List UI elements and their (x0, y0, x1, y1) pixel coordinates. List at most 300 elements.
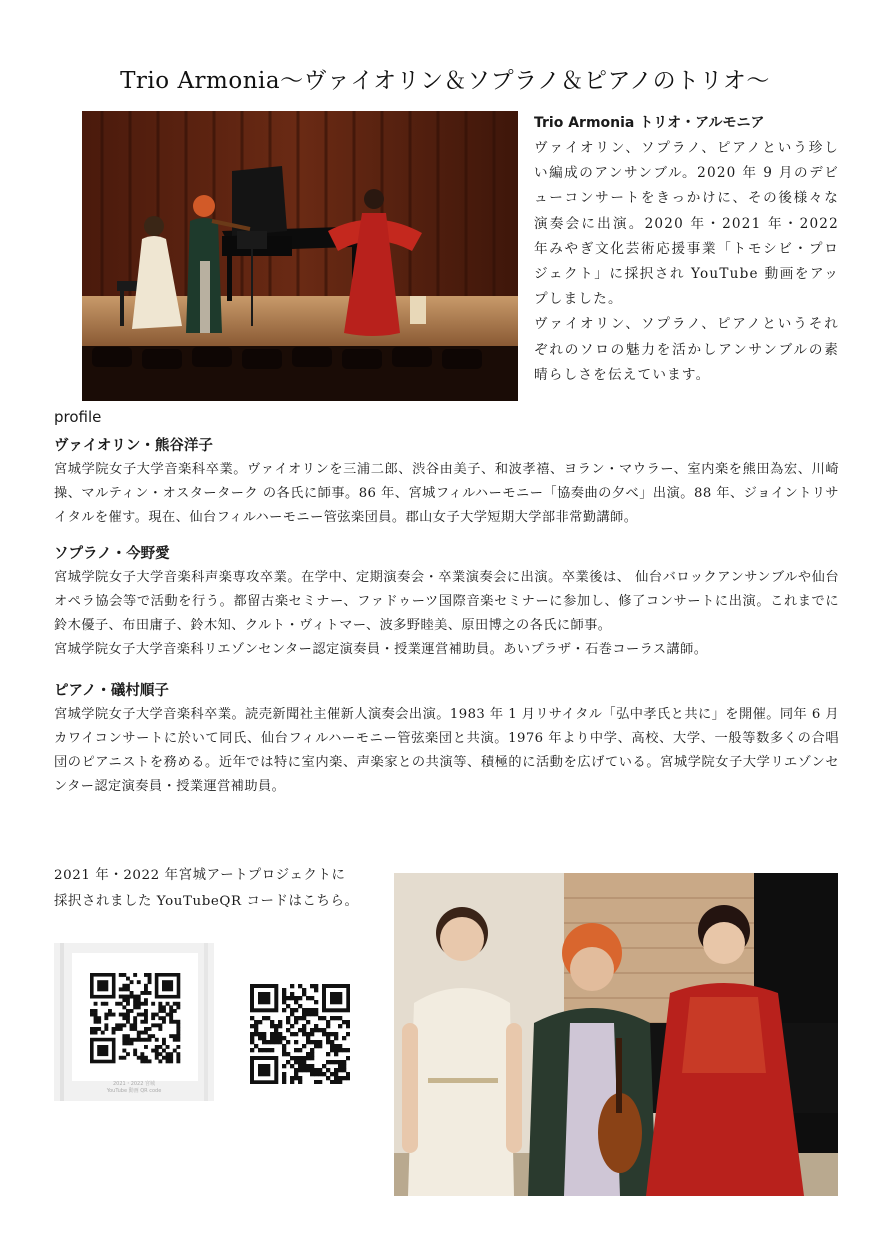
qr-module (140, 1038, 144, 1042)
qr-module (122, 998, 126, 1002)
qr-module (97, 1016, 101, 1020)
qr-module (322, 1016, 326, 1020)
qr-module (176, 1020, 180, 1024)
qr-module (122, 973, 126, 977)
qr-module (274, 1032, 278, 1036)
qr-module (126, 977, 130, 981)
qr-module (314, 1012, 318, 1016)
qr-module (122, 1023, 126, 1027)
qr-module (294, 1016, 298, 1020)
qr-module (169, 1052, 173, 1056)
qr-module (290, 1056, 294, 1060)
qr-module (130, 1038, 134, 1042)
qr-module (112, 1031, 116, 1035)
qr-module (126, 1041, 130, 1045)
qr-module (144, 1031, 148, 1035)
qr-module (108, 1009, 112, 1013)
qr-module (140, 991, 144, 995)
qr-module (250, 1032, 254, 1036)
qr-module (250, 1048, 254, 1052)
qr-module (290, 1024, 294, 1028)
qr-module (318, 1040, 322, 1044)
qr-module (282, 1052, 286, 1056)
qr-module (148, 1027, 152, 1031)
concert-photo (82, 111, 518, 401)
qr-module (144, 1027, 148, 1031)
qr-module (162, 1049, 166, 1053)
qr-module (130, 1041, 134, 1045)
qr-module (176, 1005, 180, 1009)
qr-module (322, 1064, 326, 1068)
qr-module (314, 1000, 318, 1004)
qr-module (306, 1036, 310, 1040)
qr-module (338, 1024, 342, 1028)
qr-module (119, 1002, 123, 1006)
qr-module (137, 1031, 141, 1035)
qr-module (101, 1031, 105, 1035)
qr-module (148, 1034, 152, 1038)
qr-module (346, 1020, 350, 1024)
qr-module (173, 1038, 177, 1042)
qr-module (144, 1020, 148, 1024)
qr-note-line: 採択されました YouTubeQR コードはこちら。 (54, 894, 359, 909)
qr-module (133, 995, 137, 999)
qr-module (115, 1027, 119, 1031)
qr-code[interactable] (250, 984, 350, 1084)
qr-module (151, 1023, 155, 1027)
qr-module (101, 1002, 105, 1006)
qr-module (90, 1013, 94, 1017)
qr-module (346, 1056, 350, 1060)
qr-module (144, 1038, 148, 1042)
qr-module (155, 1056, 159, 1060)
qr-module (148, 1038, 152, 1042)
qr-module (302, 1060, 306, 1064)
qr-module (262, 1040, 266, 1044)
qr-module (290, 1080, 294, 1084)
qr-module (176, 1023, 180, 1027)
qr-module (346, 1076, 350, 1080)
qr-module (173, 1002, 177, 1006)
qr-module (302, 1068, 306, 1072)
qr-module (330, 1080, 334, 1084)
qr-module (278, 1040, 282, 1044)
qr-module (302, 988, 306, 992)
qr-module (298, 1016, 302, 1020)
qr-module (173, 1020, 177, 1024)
qr-module (173, 1009, 177, 1013)
qr-module (286, 1004, 290, 1008)
qr-module (166, 1013, 170, 1017)
qr-module (326, 1068, 330, 1072)
qr-module (318, 1072, 322, 1076)
qr-module (310, 1028, 314, 1032)
qr-module (140, 1020, 144, 1024)
qr-module (176, 1027, 180, 1031)
qr-module (137, 1013, 141, 1017)
qr-module (298, 1064, 302, 1068)
qr-module (282, 1064, 286, 1068)
qr-module (334, 1080, 338, 1084)
qr-module (338, 1076, 342, 1080)
qr-module (162, 1020, 166, 1024)
qr-module (318, 1016, 322, 1020)
qr-module (94, 1027, 98, 1031)
qr-module (166, 1045, 170, 1049)
qr-module (282, 992, 286, 996)
qr-module (97, 1045, 108, 1056)
qr-module (144, 1045, 148, 1049)
qr-module (254, 1020, 258, 1024)
qr-module (137, 980, 141, 984)
qr-module (104, 1027, 108, 1031)
qr-module (144, 1002, 148, 1006)
qr-module (270, 1036, 274, 1040)
qr-module (262, 1016, 266, 1020)
qr-module (173, 1049, 177, 1053)
qr-module (144, 1059, 148, 1063)
qr-module (298, 1048, 302, 1052)
qr-module (306, 1056, 310, 1060)
qr-module (122, 1056, 126, 1060)
qr-module (137, 998, 141, 1002)
qr-module (326, 1020, 330, 1024)
qr-module (166, 1059, 170, 1063)
qr-module (148, 980, 152, 984)
qr-module (112, 1027, 116, 1031)
qr-module (290, 992, 294, 996)
qr-module (290, 1008, 294, 1012)
member-bio-paragraph: 宮城学院女子大学音楽科リエゾンセンター認定演奏員・授業運営補助員。あいプラザ・石巻コーラス講師。 (54, 642, 708, 657)
qr-module (162, 1005, 166, 1009)
qr-module (254, 1032, 258, 1036)
qr-module (158, 1045, 162, 1049)
qr-module (338, 1044, 342, 1048)
qr-module (137, 1005, 141, 1009)
qr-module (298, 1076, 302, 1080)
qr-card-caption-line: 2021・2022 宮城 (112, 1081, 156, 1087)
qr-module (290, 1032, 294, 1036)
qr-module (162, 1009, 166, 1013)
qr-module (330, 1040, 334, 1044)
qr-module (306, 1012, 310, 1016)
qr-module (326, 1060, 330, 1064)
qr-module (330, 1060, 334, 1064)
qr-module (342, 1060, 346, 1064)
qr-module (310, 1008, 314, 1012)
qr-module (278, 1032, 282, 1036)
qr-module (294, 1040, 298, 1044)
qr-module (290, 996, 294, 1000)
qr-module (130, 1023, 134, 1027)
qr-module (169, 1013, 173, 1017)
qr-module (342, 1020, 346, 1024)
qr-module (262, 1048, 266, 1052)
qr-module (122, 984, 126, 988)
member-bio-violin (54, 458, 839, 530)
qr-module (122, 1005, 126, 1009)
qr-module (133, 1052, 137, 1056)
qr-module (144, 984, 148, 988)
qr-module (262, 1036, 266, 1040)
qr-module (137, 995, 141, 999)
qr-module (133, 1027, 137, 1031)
qr-module (119, 973, 123, 977)
qr-module (250, 1016, 254, 1020)
qr-module (258, 1032, 262, 1036)
qr-module (158, 1005, 162, 1009)
qr-module (119, 995, 123, 999)
qr-module (119, 987, 123, 991)
member-bio-piano (54, 703, 839, 799)
group-photo (394, 873, 838, 1196)
qr-module (346, 1032, 350, 1036)
qr-module (294, 1076, 298, 1080)
member-name-violin: ヴァイオリン・熊谷洋子 (54, 438, 213, 454)
qr-module (169, 1059, 173, 1063)
qr-module (166, 1002, 170, 1006)
qr-module (298, 1056, 302, 1060)
qr-module (310, 1032, 314, 1036)
qr-module (282, 1080, 286, 1084)
qr-code-icon[interactable] (250, 984, 350, 1084)
qr-module (151, 1016, 155, 1020)
qr-module (130, 980, 134, 984)
qr-module (133, 1020, 137, 1024)
member-bio-paragraph: 宮城学院女子大学音楽科声楽専攻卒業。在学中、定期演奏会・卒業演奏会に出演。卒業後は、 仙台バロックアンサンブルや仙台オペラ協会等で活動を行う。都留古楽セミナー、ファドゥーツ国際音楽セミナーに参加し、修了コンサートに出演。これまでに鈴木優子、布田庸子、鈴木知、クルト・ヴィトマー、波多野睦美、原田博之の各氏に師事。 (54, 570, 839, 633)
qr-module (310, 1056, 314, 1060)
qr-module (166, 1052, 170, 1056)
qr-module (342, 1064, 346, 1068)
qr-module (306, 1064, 310, 1068)
qr-module (346, 1072, 350, 1076)
qr-module (130, 995, 134, 999)
qr-module (97, 1020, 101, 1024)
qr-module (330, 992, 342, 1004)
qr-module (306, 1008, 310, 1012)
qr-module (250, 1040, 254, 1044)
qr-module (133, 1005, 137, 1009)
qr-module (306, 996, 310, 1000)
qr-module (169, 1020, 173, 1024)
qr-module (278, 1036, 282, 1040)
qr-module (115, 1002, 119, 1006)
qr-module (310, 1064, 314, 1068)
qr-module (144, 991, 148, 995)
member-name-piano: ピアノ・礒村順子 (54, 683, 169, 699)
qr-module (294, 1072, 298, 1076)
qr-module (151, 1002, 155, 1006)
qr-module (330, 1016, 334, 1020)
qr-module (326, 1036, 330, 1040)
qr-module (334, 1048, 338, 1052)
qr-module (282, 1044, 286, 1048)
qr-module (158, 1016, 162, 1020)
member-name-soprano: ソプラノ・今野愛 (54, 546, 170, 562)
qr-module (314, 1008, 318, 1012)
qr-module (151, 1049, 155, 1053)
qr-module (258, 1036, 262, 1040)
qr-module (140, 1059, 144, 1063)
qr-module (286, 1040, 290, 1044)
qr-module (137, 1002, 141, 1006)
qr-module (158, 1002, 162, 1006)
qr-module (302, 992, 306, 996)
qr-module (302, 1012, 306, 1016)
qr-module (130, 1027, 134, 1031)
qr-module (122, 1041, 126, 1045)
qr-module (254, 1028, 258, 1032)
qr-module (334, 1036, 338, 1040)
qr-module (270, 1040, 274, 1044)
qr-module (282, 1072, 286, 1076)
qr-module (126, 1038, 130, 1042)
qr-module (290, 1076, 294, 1080)
intro-paragraph: ヴァイオリン、ソプラノ、ピアノという珍しい編成のアンサンブル。2020 年 9 月のデビューコンサートをきっかけに、その後様々な演奏会に出演。2020 年・2021 年・2022 年みやぎ文化芸術応援事業「トモシビ・プロジェクト」に採択され YouTube 動画をアップしました。 (534, 140, 839, 308)
qr-module (155, 1052, 159, 1056)
qr-module (137, 1038, 141, 1042)
qr-module (104, 1013, 108, 1017)
qr-module (318, 1028, 322, 1032)
qr-module (338, 1060, 342, 1064)
qr-module (176, 1045, 180, 1049)
qr-module (282, 1048, 286, 1052)
qr-module (310, 1040, 314, 1044)
qr-module (270, 1032, 274, 1036)
qr-module (306, 1032, 310, 1036)
qr-module (258, 1020, 262, 1024)
qr-module (314, 1028, 318, 1032)
qr-module (318, 1080, 322, 1084)
qr-module (338, 1080, 342, 1084)
qr-module (122, 1049, 126, 1053)
qr-module (330, 1044, 334, 1048)
qr-module (258, 1064, 270, 1076)
qr-module (176, 1056, 180, 1060)
qr-module (298, 984, 302, 988)
qr-module (126, 1052, 130, 1056)
qr-module (326, 1040, 330, 1044)
qr-module (94, 1031, 98, 1035)
intro-body (534, 136, 839, 388)
qr-module (310, 984, 314, 988)
qr-module (126, 987, 130, 991)
qr-card-caption-line: YouTube 動画 QR code (106, 1088, 162, 1094)
qr-module (286, 1016, 290, 1020)
member-bio-paragraph: 宮城学院女子大学音楽科卒業。ヴァイオリンを三浦二郎、渋谷由美子、和波孝禧、ヨラン・マウラー、室内楽を熊田為宏、川崎操、マルティン・オスターターク の各氏に師事。86 年、宮城フィルハーモニー「協奏曲の夕べ」出演。88 年、ジョイントリサイタルを催す。現在、仙台フィルハーモニー管弦楽団員。郡山女子大学短期大学部非常勤講師。 (54, 462, 839, 525)
qr-module (314, 984, 318, 988)
qr-module (122, 1034, 126, 1038)
qr-module (126, 998, 130, 1002)
qr-module (254, 1044, 258, 1048)
qr-module (294, 1048, 298, 1052)
qr-module (314, 1044, 318, 1048)
qr-module (176, 1059, 180, 1063)
qr-module (173, 1034, 177, 1038)
qr-module (122, 987, 126, 991)
qr-module (162, 980, 173, 991)
qr-module (104, 1002, 108, 1006)
qr-module (310, 1068, 314, 1072)
qr-module (294, 1056, 298, 1060)
qr-module (314, 988, 318, 992)
qr-module (258, 1048, 262, 1052)
qr-module (162, 1038, 166, 1042)
qr-module (90, 1009, 94, 1013)
qr-module (137, 1034, 141, 1038)
qr-module (294, 1008, 298, 1012)
qr-module (282, 996, 286, 1000)
qr-module (278, 1020, 282, 1024)
qr-module (155, 1038, 159, 1042)
intro-paragraph: ヴァイオリン、ソプラノ、ピアノというそれぞれのソロの魅力を活かしアンサンブルの素晴らしさを伝えています。 (534, 316, 839, 383)
qr-module (282, 1000, 286, 1004)
qr-module (286, 1028, 290, 1032)
qr-module (298, 1004, 302, 1008)
qr-module (274, 1036, 278, 1040)
qr-card (54, 943, 214, 1101)
qr-module (122, 1038, 126, 1042)
qr-module (155, 1049, 159, 1053)
qr-module (169, 1016, 173, 1020)
qr-module (144, 1013, 148, 1017)
qr-module (126, 1002, 130, 1006)
qr-module (169, 1009, 173, 1013)
qr-card-illustration (54, 943, 214, 1101)
qr-module (298, 1060, 302, 1064)
concert-photo-illustration (82, 111, 518, 401)
qr-module (119, 1056, 123, 1060)
qr-module (94, 1013, 98, 1017)
qr-module (306, 1020, 310, 1024)
qr-module (122, 1016, 126, 1020)
qr-module (144, 973, 148, 977)
qr-module (314, 1024, 318, 1028)
qr-module (274, 1028, 278, 1032)
qr-module (176, 1034, 180, 1038)
qr-module (158, 1052, 162, 1056)
qr-module (326, 1024, 330, 1028)
qr-module (330, 1032, 334, 1036)
qr-module (148, 977, 152, 981)
qr-module (326, 1076, 330, 1080)
qr-module (133, 1023, 137, 1027)
qr-module (266, 1048, 270, 1052)
qr-module (155, 1045, 159, 1049)
qr-module (294, 1000, 298, 1004)
qr-module (302, 1032, 306, 1036)
qr-module (306, 1052, 310, 1056)
qr-module (330, 1048, 334, 1052)
qr-module (318, 1044, 322, 1048)
qr-module (90, 1031, 94, 1035)
qr-module (318, 1068, 322, 1072)
qr-module (322, 1072, 326, 1076)
page-title: Trio Armonia～ヴァイオリン＆ソプラノ＆ピアノのトリオ～ (120, 68, 770, 94)
qr-module (97, 980, 108, 991)
profile-label: profile (54, 408, 102, 426)
group-photo-illustration (394, 873, 838, 1196)
qr-module (334, 1052, 338, 1056)
qr-module (286, 996, 290, 1000)
qr-module (294, 996, 298, 1000)
qr-module (338, 1048, 342, 1052)
qr-module (126, 1016, 130, 1020)
qr-module (108, 1013, 112, 1017)
qr-module (286, 1020, 290, 1024)
qr-module (298, 996, 302, 1000)
qr-module (155, 1023, 159, 1027)
